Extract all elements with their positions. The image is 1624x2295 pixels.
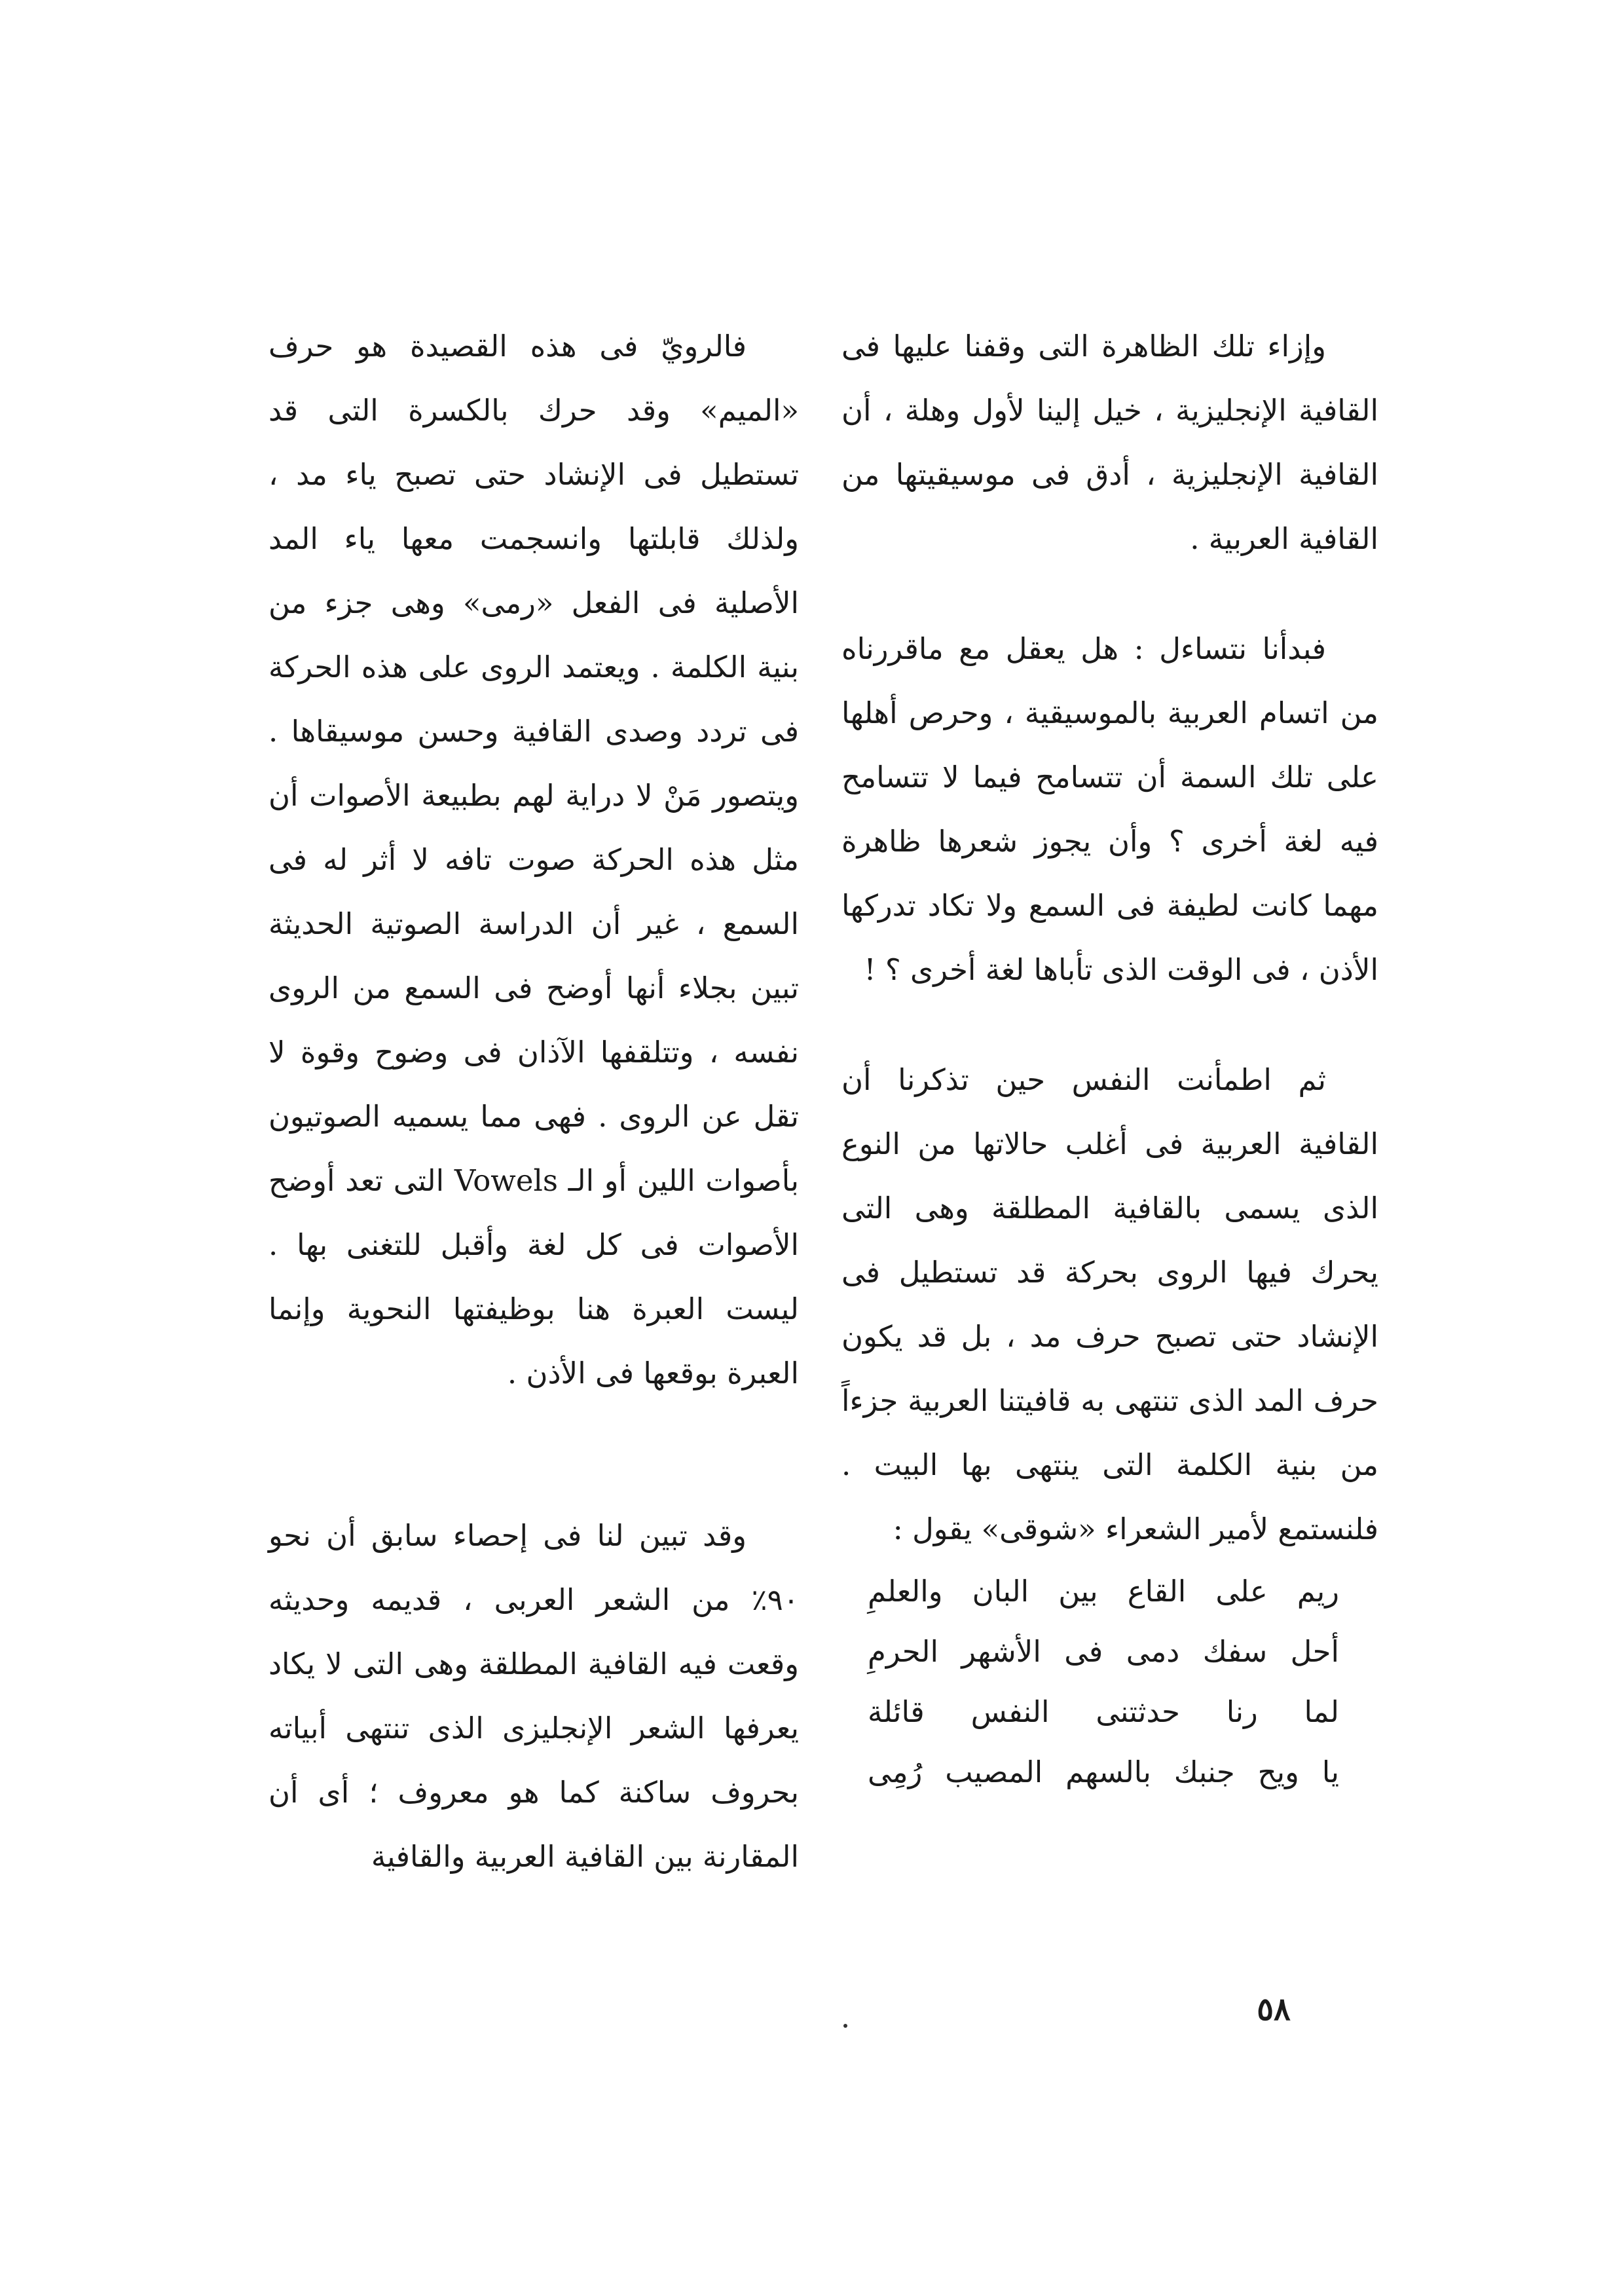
verse-line: لما رنا حدثتنى النفس قائلة: [868, 1694, 1339, 1729]
poem-verse: [868, 1561, 1339, 1802]
print-speck: [843, 2024, 847, 2028]
left-column: [268, 314, 799, 1889]
right-column: [841, 314, 1378, 1802]
paragraph: فبدأنا نتساءل : هل يعقل مع ماقررناه من اتسام العربية بالموسيقية ، وحرص أهلها على تلك السمة أن تتسامح فيما لا تتسامح فيه لغة أخرى ؟ وأن يجوز شعرها ظاهرة مهما كانت لطيفة فى السمع ولا تكاد تدركها الأذن ، فى الوقت الذى تأباها لغة أخرى ؟ !: [841, 631, 1378, 987]
page-number: ٥٨: [1257, 1991, 1291, 2028]
verse-line: ريم على القاع بين البان والعلمِ: [868, 1574, 1339, 1609]
paragraph: ثم اطمأنت النفس حين تذكرنا أن القافية العربية فى أغلب حالاتها من النوع الذى يسمى بالقافية المطلقة وهى التى يحرك فيها الروى بحركة قد تستطيل فى الإنشاد حتى تصبح حرف مد ، بل قد يكون حرف المد الذى تنتهى به قافيتنا العربية جزءاً من بنية الكلمة التى ينتهى بها البيت . فلنستمع لأمير الشعراء «شوقى» يقول :: [841, 1062, 1378, 1546]
paragraph: فالرويّ فى هذه القصيدة هو حرف «الميم» وقد حرك بالكسرة التى قد تستطيل فى الإنشاد حتى تصبح ياء مد ، ولذلك قابلتها وانسجمت معها ياء المد الأصلية فى الفعل «رمى» وهى جزء من بنية الكلمة . ويعتمد الروى على هذه الحركة فى تردد وصدى القافية وحسن موسيقاها . ويتصور مَنْ لا دراية لهم بطبيعة الأصوات أن مثل هذه الحركة صوت تافه لا أثر له فى السمع ، غير أن الدراسة الصوتية الحديثة تبين بجلاء أنها أوضح فى السمع من الروى نفسه ، وتتلقفها الآذان فى وضوح وقوة لا تقل عن الروى . فهى مما يسميه الصوتيون بأصوات اللين أو الـ Vowels التى تعد أوضح الأصوات فى كل لغة وأقبل للتغنى بها . ليست العبرة هنا بوظيفتها النحوية وإنما العبرة بوقعها فى الأذن .: [268, 329, 799, 1390]
verse-line: أحل سفك دمى فى الأشهر الحرمِ: [868, 1634, 1339, 1669]
verse-line: يا ويح جنبك بالسهم المصيب رُمِى: [868, 1755, 1339, 1789]
paragraph: وإزاء تلك الظاهرة التى وقفنا عليها فى القافية الإنجليزية ، خيل إلينا لأول وهلة ، أن القافية الإنجليزية ، أدق فى موسيقيتها من القافية العربية .: [841, 329, 1378, 556]
paragraph: وقد تبين لنا فى إحصاء سابق أن نحو ٩٠٪ من الشعر العربى ، قديمه وحديثه وقعت فيه القافية المطلقة وهى التى لا يكاد يعرفها الشعر الإنجليزى الذى تنتهى أبياته بحروف ساكنة كما هو معروف ؛ أى أن المقارنة بين القافية العربية والقافية: [268, 1518, 799, 1874]
